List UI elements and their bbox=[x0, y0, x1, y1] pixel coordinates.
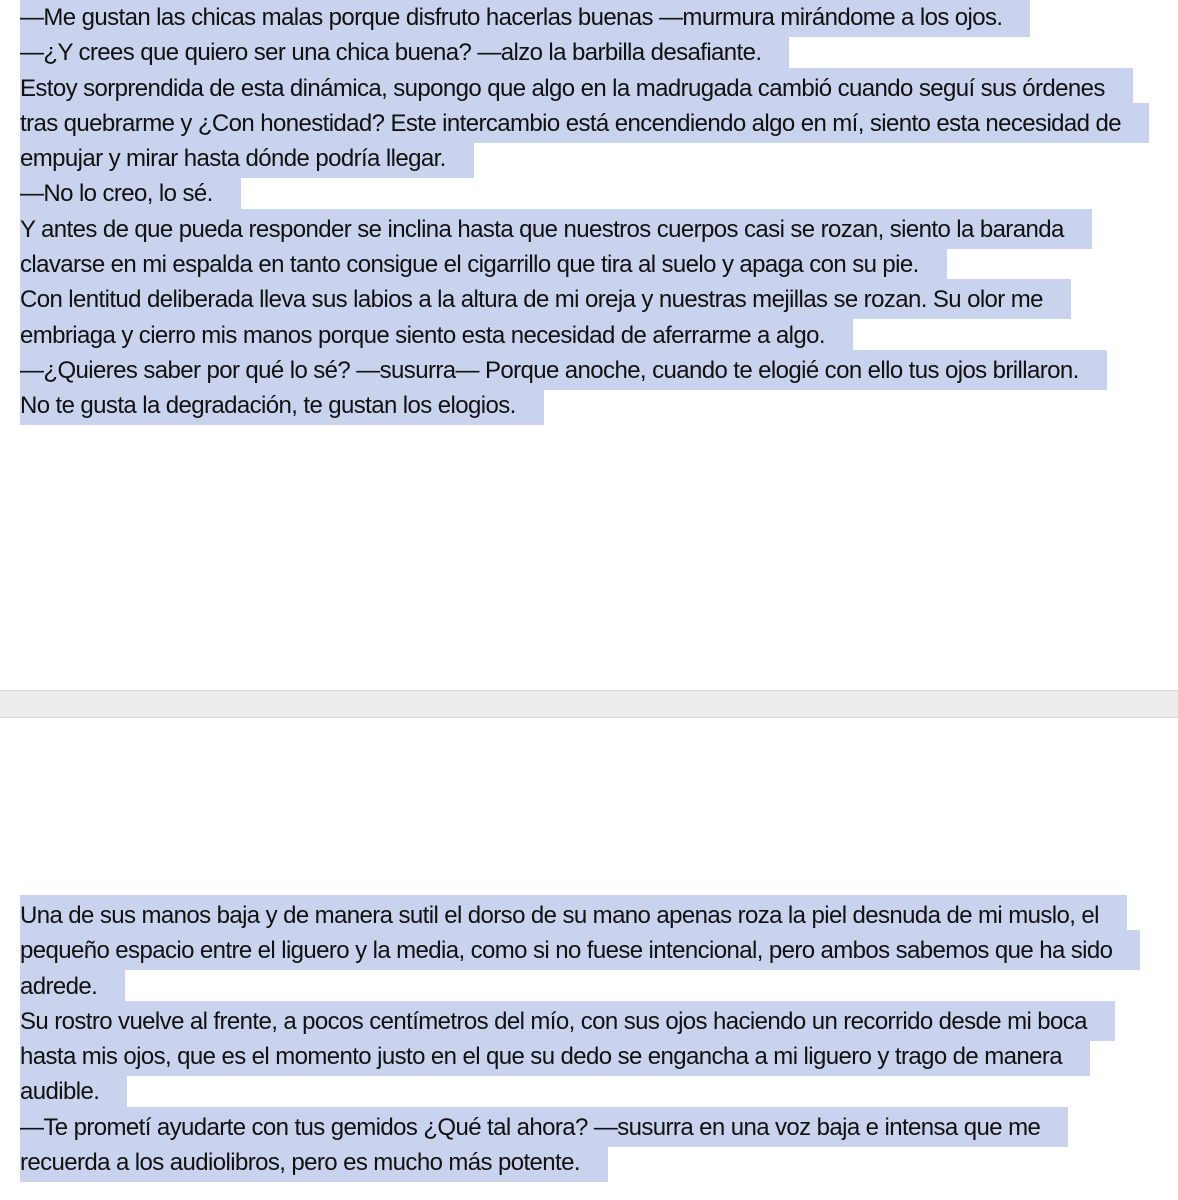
selected-text[interactable]: Estoy sorprendida de esta dinámica, supongo que algo en la madrugada cambió cuando seguí sus órdenes bbox=[20, 68, 1133, 108]
selected-text[interactable]: embriaga y cierro mis manos porque siento esta necesidad de aferrarme a algo. bbox=[20, 315, 853, 355]
selected-text[interactable]: adrede. bbox=[20, 966, 125, 1006]
text-line bbox=[20, 141, 1170, 176]
selected-text[interactable]: Su rostro vuelve al frente, a pocos centímetros del mío, con sus ojos haciendo un recorrido desde mi boca bbox=[20, 1001, 1115, 1041]
selected-text[interactable]: —Te prometí ayudarte con tus gemidos ¿Qué tal ahora? —susurra en una voz baja e intensa que me bbox=[20, 1107, 1068, 1147]
text-line bbox=[20, 247, 1170, 282]
text-line bbox=[20, 1145, 1170, 1180]
text-line bbox=[20, 1004, 1170, 1039]
page-2-text-block[interactable] bbox=[20, 898, 1170, 1180]
text-line bbox=[20, 388, 1170, 423]
selected-text[interactable]: —Me gustan las chicas malas porque disfruto hacerlas buenas —murmura mirándome a los ojos. bbox=[20, 0, 1030, 37]
selected-text[interactable]: —¿Y crees que quiero ser una chica buena? —alzo la barbilla desafiante. bbox=[20, 32, 789, 72]
document-page-2 bbox=[0, 718, 1178, 1200]
selected-text[interactable]: audible. bbox=[20, 1071, 127, 1111]
text-line bbox=[20, 898, 1170, 933]
selected-text[interactable]: hasta mis ojos, que es el momento justo en el que su dedo se engancha a mi liguero y trago de manera bbox=[20, 1036, 1090, 1076]
page-break-separator bbox=[0, 690, 1178, 718]
selected-text[interactable]: recuerda a los audiolibros, pero es mucho más potente. bbox=[20, 1142, 608, 1182]
text-line bbox=[20, 318, 1170, 353]
text-line bbox=[20, 933, 1170, 968]
text-line bbox=[20, 176, 1170, 211]
text-line bbox=[20, 212, 1170, 247]
text-line bbox=[20, 0, 1170, 35]
selected-text[interactable]: tras quebrarme y ¿Con honestidad? Este intercambio está encendiendo algo en mí, siento esta necesidad de bbox=[20, 103, 1149, 143]
selected-text[interactable]: —No lo creo, lo sé. bbox=[20, 173, 241, 213]
selected-text[interactable]: —¿Quieres saber por qué lo sé? —susurra— Porque anoche, cuando te elogié con ello tus ojos brillaron. bbox=[20, 350, 1107, 390]
text-line bbox=[20, 1110, 1170, 1145]
selected-text[interactable]: Y antes de que pueda responder se inclina hasta que nuestros cuerpos casi se rozan, siento la baranda bbox=[20, 209, 1092, 249]
selected-text[interactable]: pequeño espacio entre el liguero y la media, como si no fuese intencional, pero ambos sabemos que ha sido bbox=[20, 930, 1140, 970]
selected-text[interactable]: Con lentitud deliberada lleva sus labios a la altura de mi oreja y nuestras mejillas se rozan. Su olor me bbox=[20, 279, 1071, 319]
text-line bbox=[20, 35, 1170, 70]
selected-text[interactable]: clavarse en mi espalda en tanto consigue el cigarrillo que tira al suelo y apaga con su pie. bbox=[20, 244, 947, 284]
page-1-text-block[interactable] bbox=[20, 0, 1170, 424]
text-line bbox=[20, 1039, 1170, 1074]
text-line bbox=[20, 71, 1170, 106]
text-line bbox=[20, 1074, 1170, 1109]
text-line bbox=[20, 282, 1170, 317]
selected-text[interactable]: No te gusta la degradación, te gustan los elogios. bbox=[20, 385, 544, 425]
text-line bbox=[20, 106, 1170, 141]
text-line bbox=[20, 969, 1170, 1004]
selected-text[interactable]: empujar y mirar hasta dónde podría llegar. bbox=[20, 138, 474, 178]
text-line bbox=[20, 353, 1170, 388]
selected-text[interactable]: Una de sus manos baja y de manera sutil el dorso de su mano apenas roza la piel desnuda de mi muslo, el bbox=[20, 895, 1127, 935]
